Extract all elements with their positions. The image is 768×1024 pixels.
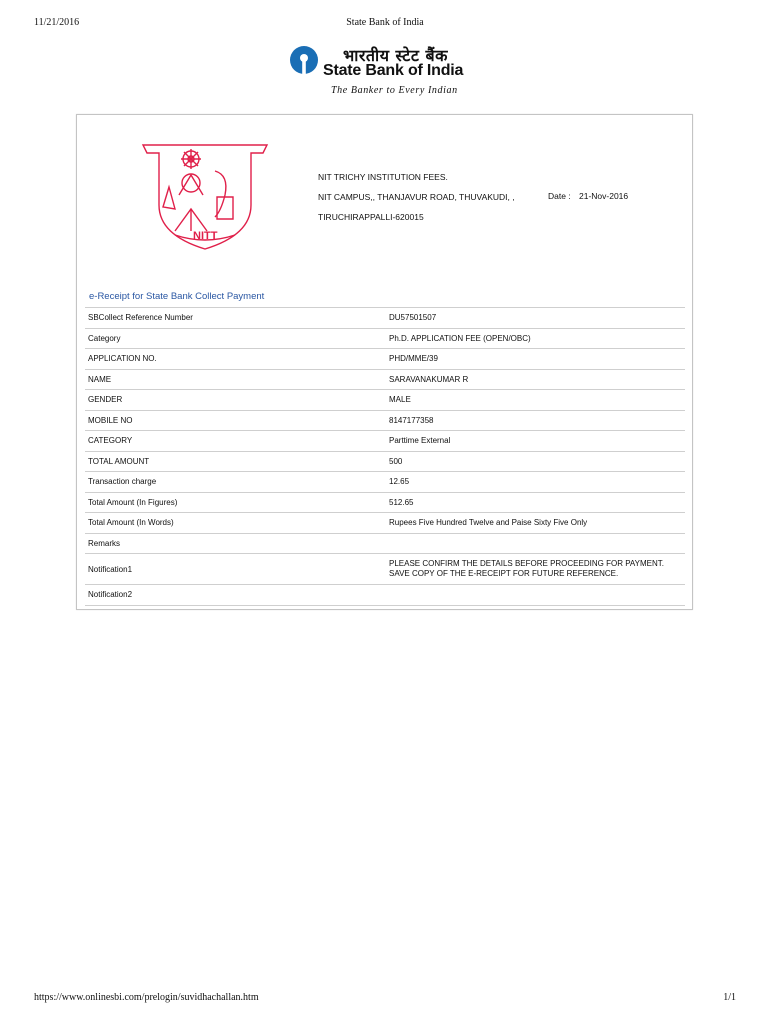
row-label: CATEGORY <box>85 431 386 452</box>
receipt-details-table <box>85 307 685 606</box>
row-value: Parttime External <box>386 431 685 452</box>
table-row <box>85 369 685 390</box>
row-value: PHD/MME/39 <box>386 349 685 370</box>
notification-line2: SAVE COPY OF THE E-RECEIPT FOR FUTURE REFERENCE. <box>389 569 619 578</box>
row-value: SARAVANAKUMAR R <box>386 369 685 390</box>
institution-address-line1: NIT CAMPUS,, THANJAVUR ROAD, THUVAKUDI, , <box>318 192 515 202</box>
table-row <box>85 554 685 585</box>
row-label: Transaction charge <box>85 472 386 493</box>
row-value: Rupees Five Hundred Twelve and Paise Sixty Five Only <box>386 513 685 534</box>
row-value: 500 <box>386 451 685 472</box>
brand-name: State Bank of India <box>323 62 464 79</box>
row-value <box>386 554 685 585</box>
table-row <box>85 585 685 606</box>
print-footer <box>34 992 736 1006</box>
sbi-brand-header <box>285 40 485 100</box>
date-value: 21-Nov-2016 <box>579 191 629 201</box>
table-row <box>85 349 685 370</box>
brand-hindi-name: भारतीय स्टेट बैंक <box>343 46 448 65</box>
row-value <box>386 585 685 606</box>
row-label: Category <box>85 328 386 349</box>
row-value: DU57501507 <box>386 308 685 329</box>
table-row <box>85 492 685 513</box>
table-row <box>85 308 685 329</box>
row-label: NAME <box>85 369 386 390</box>
row-label: Notification2 <box>85 585 386 606</box>
table-row <box>85 328 685 349</box>
receipt-title: e-Receipt for State Bank Collect Payment <box>89 291 265 302</box>
receipt-card <box>76 114 693 610</box>
table-row <box>85 410 685 431</box>
row-label: SBCollect Reference Number <box>85 308 386 329</box>
institution-address-line2: TIRUCHIRAPPALLI-620015 <box>318 212 424 222</box>
row-label: Remarks <box>85 533 386 554</box>
row-label: APPLICATION NO. <box>85 349 386 370</box>
row-label: Total Amount (In Figures) <box>85 492 386 513</box>
sbi-logo-icon <box>289 45 319 75</box>
row-label: Total Amount (In Words) <box>85 513 386 534</box>
brand-tagline: The Banker to Every Indian <box>331 85 458 96</box>
table-row <box>85 533 685 554</box>
row-value: MALE <box>386 390 685 411</box>
print-date: 11/21/2016 <box>34 17 80 28</box>
table-row <box>85 431 685 452</box>
notification-line1: PLEASE CONFIRM THE DETAILS BEFORE PROCEEDING FOR PAYMENT. <box>389 559 665 568</box>
table-row <box>85 451 685 472</box>
print-title: State Bank of India <box>346 17 424 28</box>
table-row <box>85 472 685 493</box>
date-label: Date : <box>548 191 571 201</box>
row-value: 12.65 <box>386 472 685 493</box>
institution-name: NIT TRICHY INSTITUTION FEES. <box>318 172 448 182</box>
page-count: 1/1 <box>723 992 736 1003</box>
row-value <box>386 533 685 554</box>
print-url: https://www.onlinesbi.com/prelogin/suvidhachallan.htm <box>34 992 259 1003</box>
row-label: Notification1 <box>85 554 386 585</box>
row-label: GENDER <box>85 390 386 411</box>
row-label: MOBILE NO <box>85 410 386 431</box>
row-value: Ph.D. APPLICATION FEE (OPEN/OBC) <box>386 328 685 349</box>
row-value: 512.65 <box>386 492 685 513</box>
crest-label: NITT <box>193 230 218 242</box>
print-header <box>34 17 736 31</box>
row-value: 8147177358 <box>386 410 685 431</box>
table-row <box>85 513 685 534</box>
row-label: TOTAL AMOUNT <box>85 451 386 472</box>
table-row <box>85 390 685 411</box>
nitt-crest-logo <box>135 135 275 253</box>
